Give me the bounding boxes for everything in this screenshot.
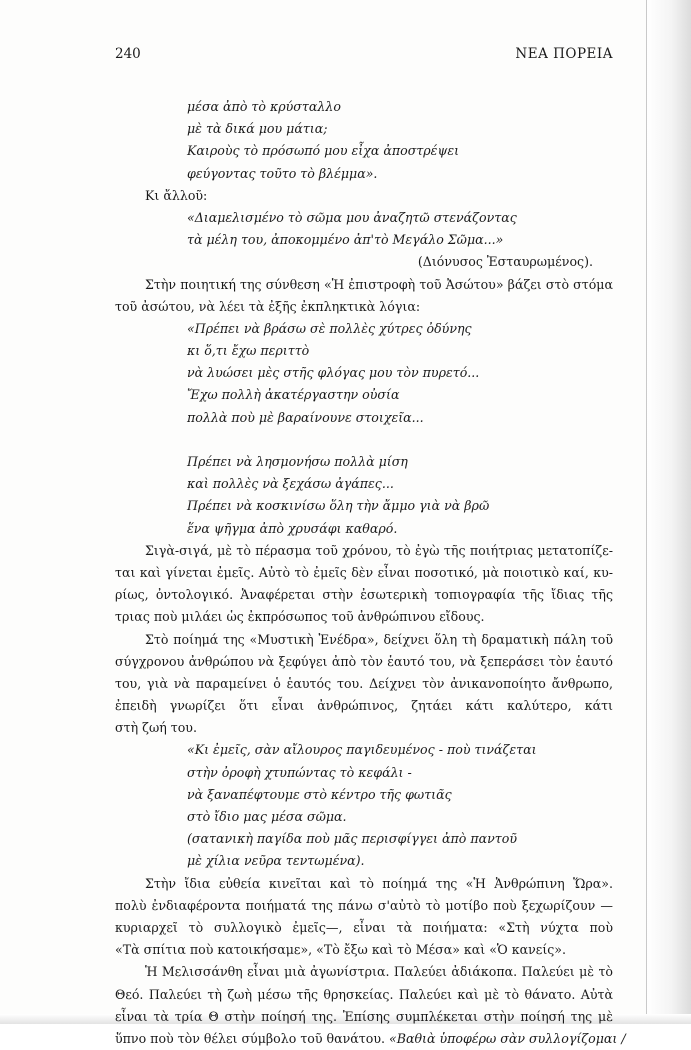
poem-line: κι ὅ,τι ἔχω περιττὸ: [187, 343, 310, 359]
poem-line: ἕνα ψῆγμα ἀπὸ χρυσάφι καθαρό.: [187, 520, 398, 536]
page-number: 240: [115, 46, 141, 62]
prose-line: ἐπειδὴ γνωρίζει ὅτι εἶναι ἀνθρώπινος, ζητάει κάτι καλύτερο, κάτι: [115, 698, 613, 714]
poem-line: μέσα ἀπὸ τὸ κρύσταλλο: [187, 99, 341, 114]
poem-line: (σατανικὴ παγίδα ποὺ μᾶς περισφίγγει ἀπὸ παντοῦ: [187, 831, 517, 847]
prose-line: [115, 1028, 626, 1050]
poem-line: στὸ ἴδιο μας μέσα σῶμα.: [187, 809, 347, 824]
prose-text: ὕπνο ποὺ τὸν θέλει σύμβολο τοῦ θανάτου.: [115, 1030, 389, 1046]
poem-line: Πρέπει νὰ κοσκινίσω ὅλη τὴν ἄμμο γιὰ νὰ βρῶ: [187, 498, 490, 514]
poem-line: στὴν ὀροφὴ χτυπώντας τὸ κεφάλι -: [187, 764, 412, 780]
poem-line: νὰ λυώσει μὲς στῆς φλόγας μου τὸν πυρετό...: [187, 365, 480, 381]
prose-line: τοῦ ἀσώτου, νὰ λέει τὰ ἐξῆς ἐκπληκτικὰ λόγια:: [115, 298, 421, 314]
prose-line: στὴ ζωή του.: [115, 720, 197, 736]
poem-line: Καιροὺς τὸ πρόσωπό μου εἶχα ἀποστρέψει: [187, 143, 460, 159]
prose-line: εἶναι τὰ τρία Θ στὴν ποίησή της. Ἐπίσης συμπλέκεται στὴν ποίησή της μὲ: [115, 1008, 613, 1024]
poem-line: νὰ ξαναπέφτουμε στὸ κέντρο τῆς φωτιᾶς: [187, 786, 452, 802]
poem-line: «Διαμελισμένο τὸ σῶμα μου ἀναζητῶ στενάζοντας: [187, 209, 517, 225]
prose-line: Στὴν ἴδια εὐθεία κινεῖται καὶ τὸ ποίημά της «Ἡ Ἀνθρώπινη Ὥρα».: [145, 875, 613, 891]
prose-line: τριας ποὺ μιλάει ὡς ἐκπρόσωπος τοῦ ἀνθρώπινου εἴδους.: [115, 609, 485, 625]
prose-line: Σιγὰ-σιγά, μὲ τὸ πέρασμα τοῦ χρόνου, τὸ ἐγὼ τῆς ποιήτριας μετατοπίζε-: [145, 542, 613, 558]
poem-line: «Πρέπει νὰ βράσω σὲ πολλὲς χύτρες ὀδύνης: [187, 320, 472, 336]
poem-line: μὲ τὰ δικά μου μάτια;: [187, 121, 328, 137]
prose-line: Στὸ ποίημά της «Μυστικὴ Ἐνέδρα», δείχνει ὅλη τὴ δραματικὴ πάλη τοῦ: [145, 631, 613, 647]
prose-line: Στὴν ποιητική της σύνθεση «Ἡ ἐπιστροφὴ τοῦ Ἀσώτου» βάζει στὸ στόμα: [145, 276, 613, 292]
prose-line: Θεό. Παλεύει τὴ ζωὴ μέσω τῆς θρησκείας. Παλεύει καὶ μὲ τὸ θάνατο. Αὐτὰ: [115, 986, 613, 1002]
poem-line: μὲ χίλια νεῦρα τεντωμένα).: [187, 853, 365, 869]
page-edge-shadow: [647, 0, 691, 1024]
poem-line: καὶ πολλὲς νὰ ξεχάσω ἀγάπες...: [187, 476, 394, 492]
poem-line: Ἔχω πολλὴ ἀκατέργαστην οὐσία: [187, 387, 400, 403]
poem-line: πολλὰ ποὺ μὲ βαραίνουνε στοιχεῖα...: [187, 409, 424, 425]
prose-line: σύγχρονου ἀνθρώπου νὰ ξεφύγει ἀπὸ τὸν ἑαυτό του, νὰ ξεπεράσει τὸν ἑαυτό: [115, 653, 613, 669]
prose-line: ρίως, ὀντολογικό. Ἀναφέρεται στὴν ἐσωτερικὴ τοπιογραφία τῆς ἴδιας τῆς: [115, 587, 613, 603]
running-head: ΝΕΑ ΠΟΡΕΙΑ: [515, 46, 613, 62]
prose-line: Ἡ Μελισσάνθη εἶναι μιὰ ἀγωνίστρια. Παλεύει ἀδιάκοπα. Παλεύει μὲ τὸ: [145, 964, 613, 980]
prose-line: «Τὰ σπίτια ποὺ κατοικήσαμε», «Τὸ ἔξω καὶ τὸ Μέσα» καὶ «Ὁ κανείς».: [115, 942, 567, 958]
poem-line: «Κι ἐμεῖς, σὰν αἴλουρος παγιδευμένος - ποὺ τινάζεται: [187, 742, 537, 758]
prose-line: πολὺ ἐνδιαφέροντα ποιήματά της πάνω σ'αὐτὸ τὸ μοτίβο ποὺ ξεχωρίζουν —: [115, 897, 613, 913]
stanza-gap: [115, 429, 613, 451]
poem-line: Πρέπει νὰ λησμονήσω πολλὰ μίση: [187, 454, 408, 469]
prose-line: κυριαρχεῖ τὸ συλλογικὸ ἐμεῖς—, εἶναι τὰ ποιήματα: «Στὴ νύχτα ποὺ: [115, 919, 613, 935]
citation-line: (Διόνυσος Ἐσταυρωμένος).: [417, 254, 593, 270]
page-header: [115, 46, 613, 68]
poem-line: φεύγοντας τοῦτο τὸ βλέμμα».: [187, 165, 378, 181]
poem-line: τὰ μέλη του, ἀποκομμένο ἀπ'τὸ Μεγάλο Σῶμα...»: [187, 232, 504, 248]
prose-line: του, γιὰ νὰ παραμείνει ὁ ἑαυτός του. Δείχνει τὸν ἀνικανοποίητο ἄνθρωπο,: [115, 675, 613, 691]
prose-line: Κι ἄλλοῦ:: [145, 187, 208, 203]
page-body: [115, 96, 626, 1050]
prose-line: ται καὶ γίνεται ἐμεῖς. Αὐτὸ τὸ ἐμεῖς δὲν εἶναι ποσοτικό, μὰ ποιοτικὸ καί, κυ-: [115, 564, 613, 580]
poem-quote-inline: «Βαθιὰ ὑποφέρω σὰν συλλογίζομαι /: [389, 1030, 626, 1046]
